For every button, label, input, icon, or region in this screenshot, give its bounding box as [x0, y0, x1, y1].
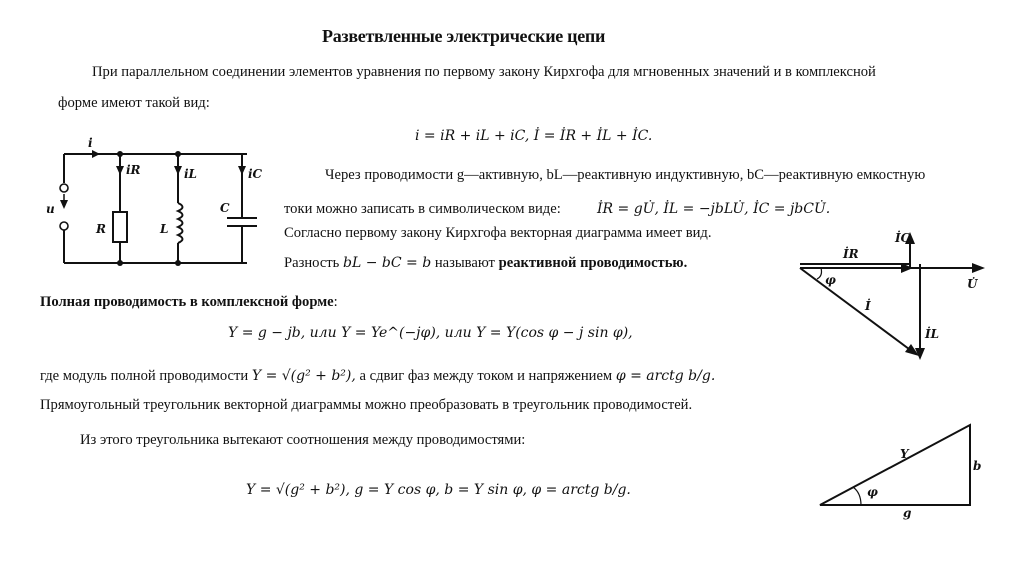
- label-i: i: [88, 136, 93, 150]
- label-l: L: [160, 222, 169, 236]
- vector-diagram: [795, 228, 995, 368]
- vector-label-il: İL: [925, 327, 940, 341]
- triangle-label-b: b: [973, 459, 982, 473]
- conductance-line-2-text: токи можно записать в символическом виде:: [284, 201, 561, 217]
- conductance-line-1: Через проводимости g—активную, bL—реактивную индуктивную, bC—реактивную емкостную: [325, 167, 926, 183]
- phase-equation: φ = arctg b/g.: [615, 368, 716, 384]
- triangle-label-g: g: [903, 506, 912, 520]
- label-ir: iR: [126, 163, 141, 177]
- relations-equation: Y = √(g² + b²), g = Y cos φ, b = Y sin φ, φ = arctg b/g.: [246, 482, 631, 498]
- page-title: Разветвленные электрические цепи: [322, 26, 606, 46]
- vector-label-phi: φ: [825, 273, 836, 287]
- intro-line-2: форме имеют такой вид:: [58, 95, 210, 111]
- vector-diagram-text: Согласно первому закону Кирхгофа векторная диаграмма имеет вид.: [284, 225, 712, 241]
- triangle-transform-text: Прямоугольный треугольник векторной диаграммы можно преобразовать в треугольник проводимостей.: [40, 397, 693, 413]
- full-conductance-heading: Полная проводимость в комплексной форме: [40, 294, 334, 310]
- reactive-conductance-term: реактивной проводимостью.: [498, 255, 688, 271]
- label-r: R: [96, 222, 106, 236]
- triangle-label-phi: φ: [867, 485, 878, 499]
- vector-label-i: İ: [865, 299, 871, 313]
- difference-equation: bL − bC = b: [343, 255, 432, 271]
- kirchhoff-equation: i = iR + iL + iC, İ = İR + İL + İC.: [415, 128, 653, 144]
- full-conductance-equation: Y = g − jb, или Y = Ye^(−jφ), или Y = Y(cos φ − j sin φ),: [228, 325, 633, 341]
- modulus-mid: а сдвиг фаз между током и напряжением: [359, 368, 613, 384]
- vector-label-ir: İR: [843, 247, 859, 261]
- intro-line-1: При параллельном соединении элементов уравнения по первому закону Кирхгофа для мгновенных значений и в комплексной: [92, 64, 876, 80]
- triangle-label-y: Y: [900, 447, 909, 461]
- vector-label-ic: İC: [895, 231, 911, 245]
- difference-mid: называют: [434, 255, 495, 271]
- label-il: iL: [184, 167, 197, 181]
- label-c: C: [220, 201, 230, 215]
- conductance-triangle: [815, 420, 985, 520]
- modulus-prefix: где модуль полной проводимости: [40, 368, 249, 384]
- vector-label-u: U̇: [967, 277, 978, 291]
- parallel-circuit-diagram: [46, 136, 263, 273]
- relations-text: Из этого треугольника вытекают соотношения между проводимостями:: [80, 432, 526, 448]
- modulus-equation: Y = √(g² + b²),: [251, 368, 356, 384]
- label-ic: iC: [248, 167, 263, 181]
- difference-prefix: Разность: [284, 255, 340, 271]
- label-u: u: [46, 202, 55, 216]
- full-conductance-colon: :: [333, 294, 338, 310]
- current-equations: İR = gU̇, İL = −jbLU̇, İC = jbCU̇.: [597, 201, 831, 217]
